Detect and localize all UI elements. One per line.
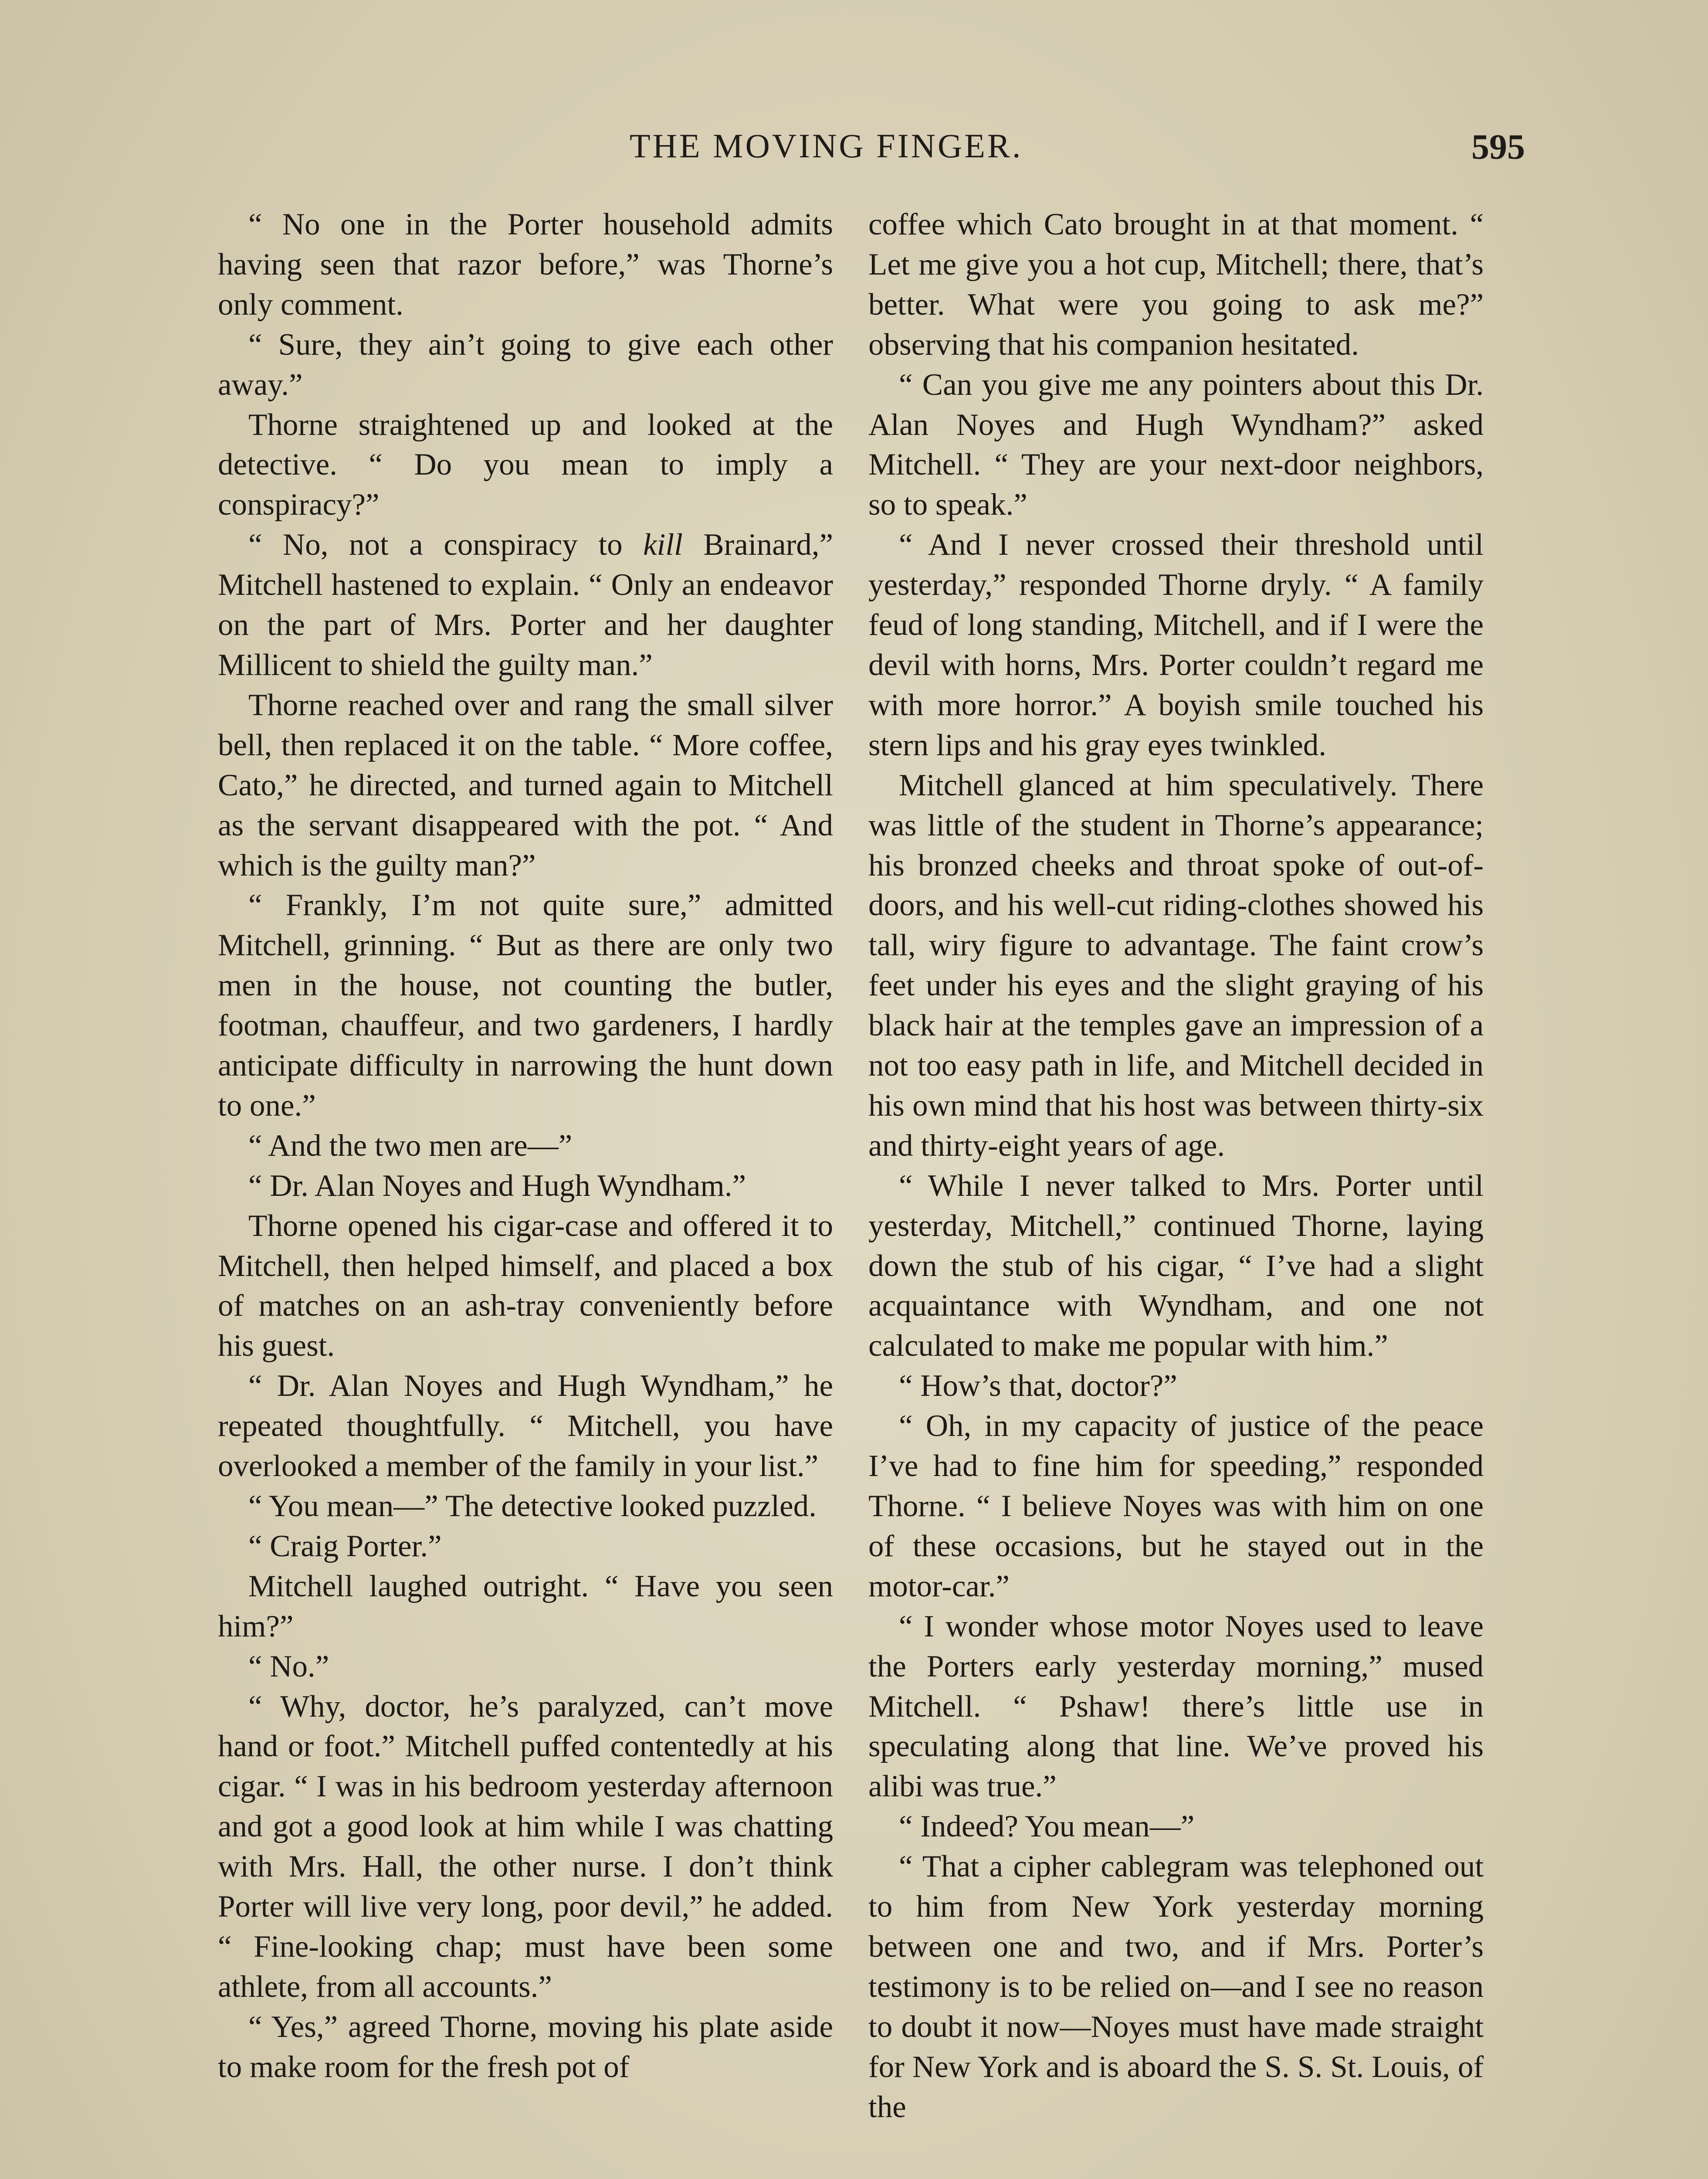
paragraph: Mitchell laughed outright. “ Have you seen him?” xyxy=(218,1569,833,1643)
paragraph: “ Craig Porter.” xyxy=(248,1529,442,1563)
paragraph: “ That a cipher cablegram was telephoned out to him from New York yesterday morning between one and two, and if Mrs. Porter’s testimony is to be relied on—and I see no reason to doubt it now—Noyes must have made straight for New York and is aboard the S. S. St. Louis, of the xyxy=(868,1850,1484,2124)
paragraph: “ Can you give me any pointers about this Dr. Alan Noyes and Hugh Wyndham?” asked Mitchell. “ They are your next-door neighbors, so to speak.” xyxy=(868,367,1484,522)
page-header xyxy=(0,126,1708,174)
paragraph: “ Indeed? You mean—” xyxy=(899,1809,1195,1844)
paragraph: Thorne straightened up and looked at the detective. “ Do you mean to imply a conspiracy?” xyxy=(218,407,833,522)
paragraph-text: “ No, not a conspiracy to xyxy=(248,528,644,562)
emphasized-word: kill xyxy=(643,528,683,562)
paragraph: “ I wonder whose motor Noyes used to leave the Porters early yesterday morning,” mused Mitchell. “ Pshaw! there’s little use in speculating along that line. We’ve proved his alibi was true.” xyxy=(868,1609,1484,1804)
paragraph: “ Dr. Alan Noyes and Hugh Wyndham.” xyxy=(248,1168,746,1203)
paragraph: “ And the two men are—” xyxy=(248,1128,573,1163)
paragraph-text: Brainard,” Mitchell hastened to explain. “ Only an endeavor on the part of Mrs. Porter and her daughter Millicent to shield the guilty man.” xyxy=(218,528,833,682)
paragraph: “ Frankly, I’m not quite sure,” admitted Mitchell, grinning. “ But as there are only two men in the house, not counting the butler, footman, chauffeur, and two gardeners, I hardly anticipate difficulty in narrowing the hunt down to one.” xyxy=(218,888,833,1123)
paragraph: “ While I never talked to Mrs. Porter until yesterday, Mitchell,” continued Thorne, laying down the stub of his cigar, “ I’ve had a slight acquaintance with Wyndham, and one not calculated to make me popular with him.” xyxy=(868,1168,1484,1363)
paragraph: “ Oh, in my capacity of justice of the peace I’ve had to fine him for speeding,” responded Thorne. “ I believe Noyes was with him on one of these occasions, but he stayed out in the motor-car.” xyxy=(868,1409,1484,1603)
running-title: THE MOVING FINGER. xyxy=(630,127,1023,165)
paragraph: “ And I never crossed their threshold until yesterday,” responded Thorne dryly. “ A family feud of long standing, Mitchell, and if I were the devil with horns, Mrs. Porter couldn’t regard me with more horror.” A boyish smile touched his stern lips and his gray eyes twinkled. xyxy=(868,528,1484,762)
left-column xyxy=(218,205,833,2087)
paragraph: “ Yes,” agreed Thorne, moving his plate aside to make room for the fresh pot of xyxy=(218,2009,833,2084)
paragraph: “ No one in the Porter household admits having seen that razor before,” was Thorne’s only comment. xyxy=(218,207,833,322)
paragraph: “ Dr. Alan Noyes and Hugh Wyndham,” he repeated thoughtfully. “ Mitchell, you have overlooked a member of the family in your list.” xyxy=(218,1369,833,1483)
page-number: 595 xyxy=(1471,127,1525,166)
paragraph: “ No.” xyxy=(248,1649,329,1683)
paragraph xyxy=(218,525,833,686)
paragraph: coffee which Cato brought in at that moment. “ Let me give you a hot cup, Mitchell; there, that’s better. What were you going to ask me?” observing that his companion hesitated. xyxy=(868,207,1484,362)
paragraph: “ Sure, they ain’t going to give each other away.” xyxy=(218,327,833,402)
paragraph: “ Why, doctor, he’s paralyzed, can’t move hand or foot.” Mitchell puffed contentedly at his cigar. “ I was in his bedroom yesterday afternoon and got a good look at him while I was chatting with Mrs. Hall, the other nurse. I don’t think Porter will live very long, poor devil,” he added. “ Fine-looking chap; must have been some athlete, from all accounts.” xyxy=(218,1689,833,2004)
paragraph: Mitchell glanced at him speculatively. There was little of the student in Thorne’s appearance; his bronzed cheeks and throat spoke of out-of-doors, and his well-cut riding-clothes showed his tall, wiry figure to advantage. The faint crow’s feet under his eyes and the slight graying of his black hair at the temples gave an impression of a not too easy path in life, and Mitchell decided in his own mind that his host was between thirty-six and thirty-eight years of age. xyxy=(868,768,1484,1163)
paragraph: Thorne opened his cigar-case and offered it to Mitchell, then helped himself, and placed a box of matches on an ash-tray conveniently before his guest. xyxy=(218,1208,833,1363)
paragraph: Thorne reached over and rang the small silver bell, then replaced it on the table. “ More coffee, Cato,” he directed, and turned again to Mitchell as the servant disappeared with the pot. “ And which is the guilty man?” xyxy=(218,688,833,882)
right-column xyxy=(868,205,1484,2128)
paragraph: “ You mean—” The detective looked puzzled. xyxy=(248,1489,817,1523)
paragraph: “ How’s that, doctor?” xyxy=(899,1369,1177,1403)
